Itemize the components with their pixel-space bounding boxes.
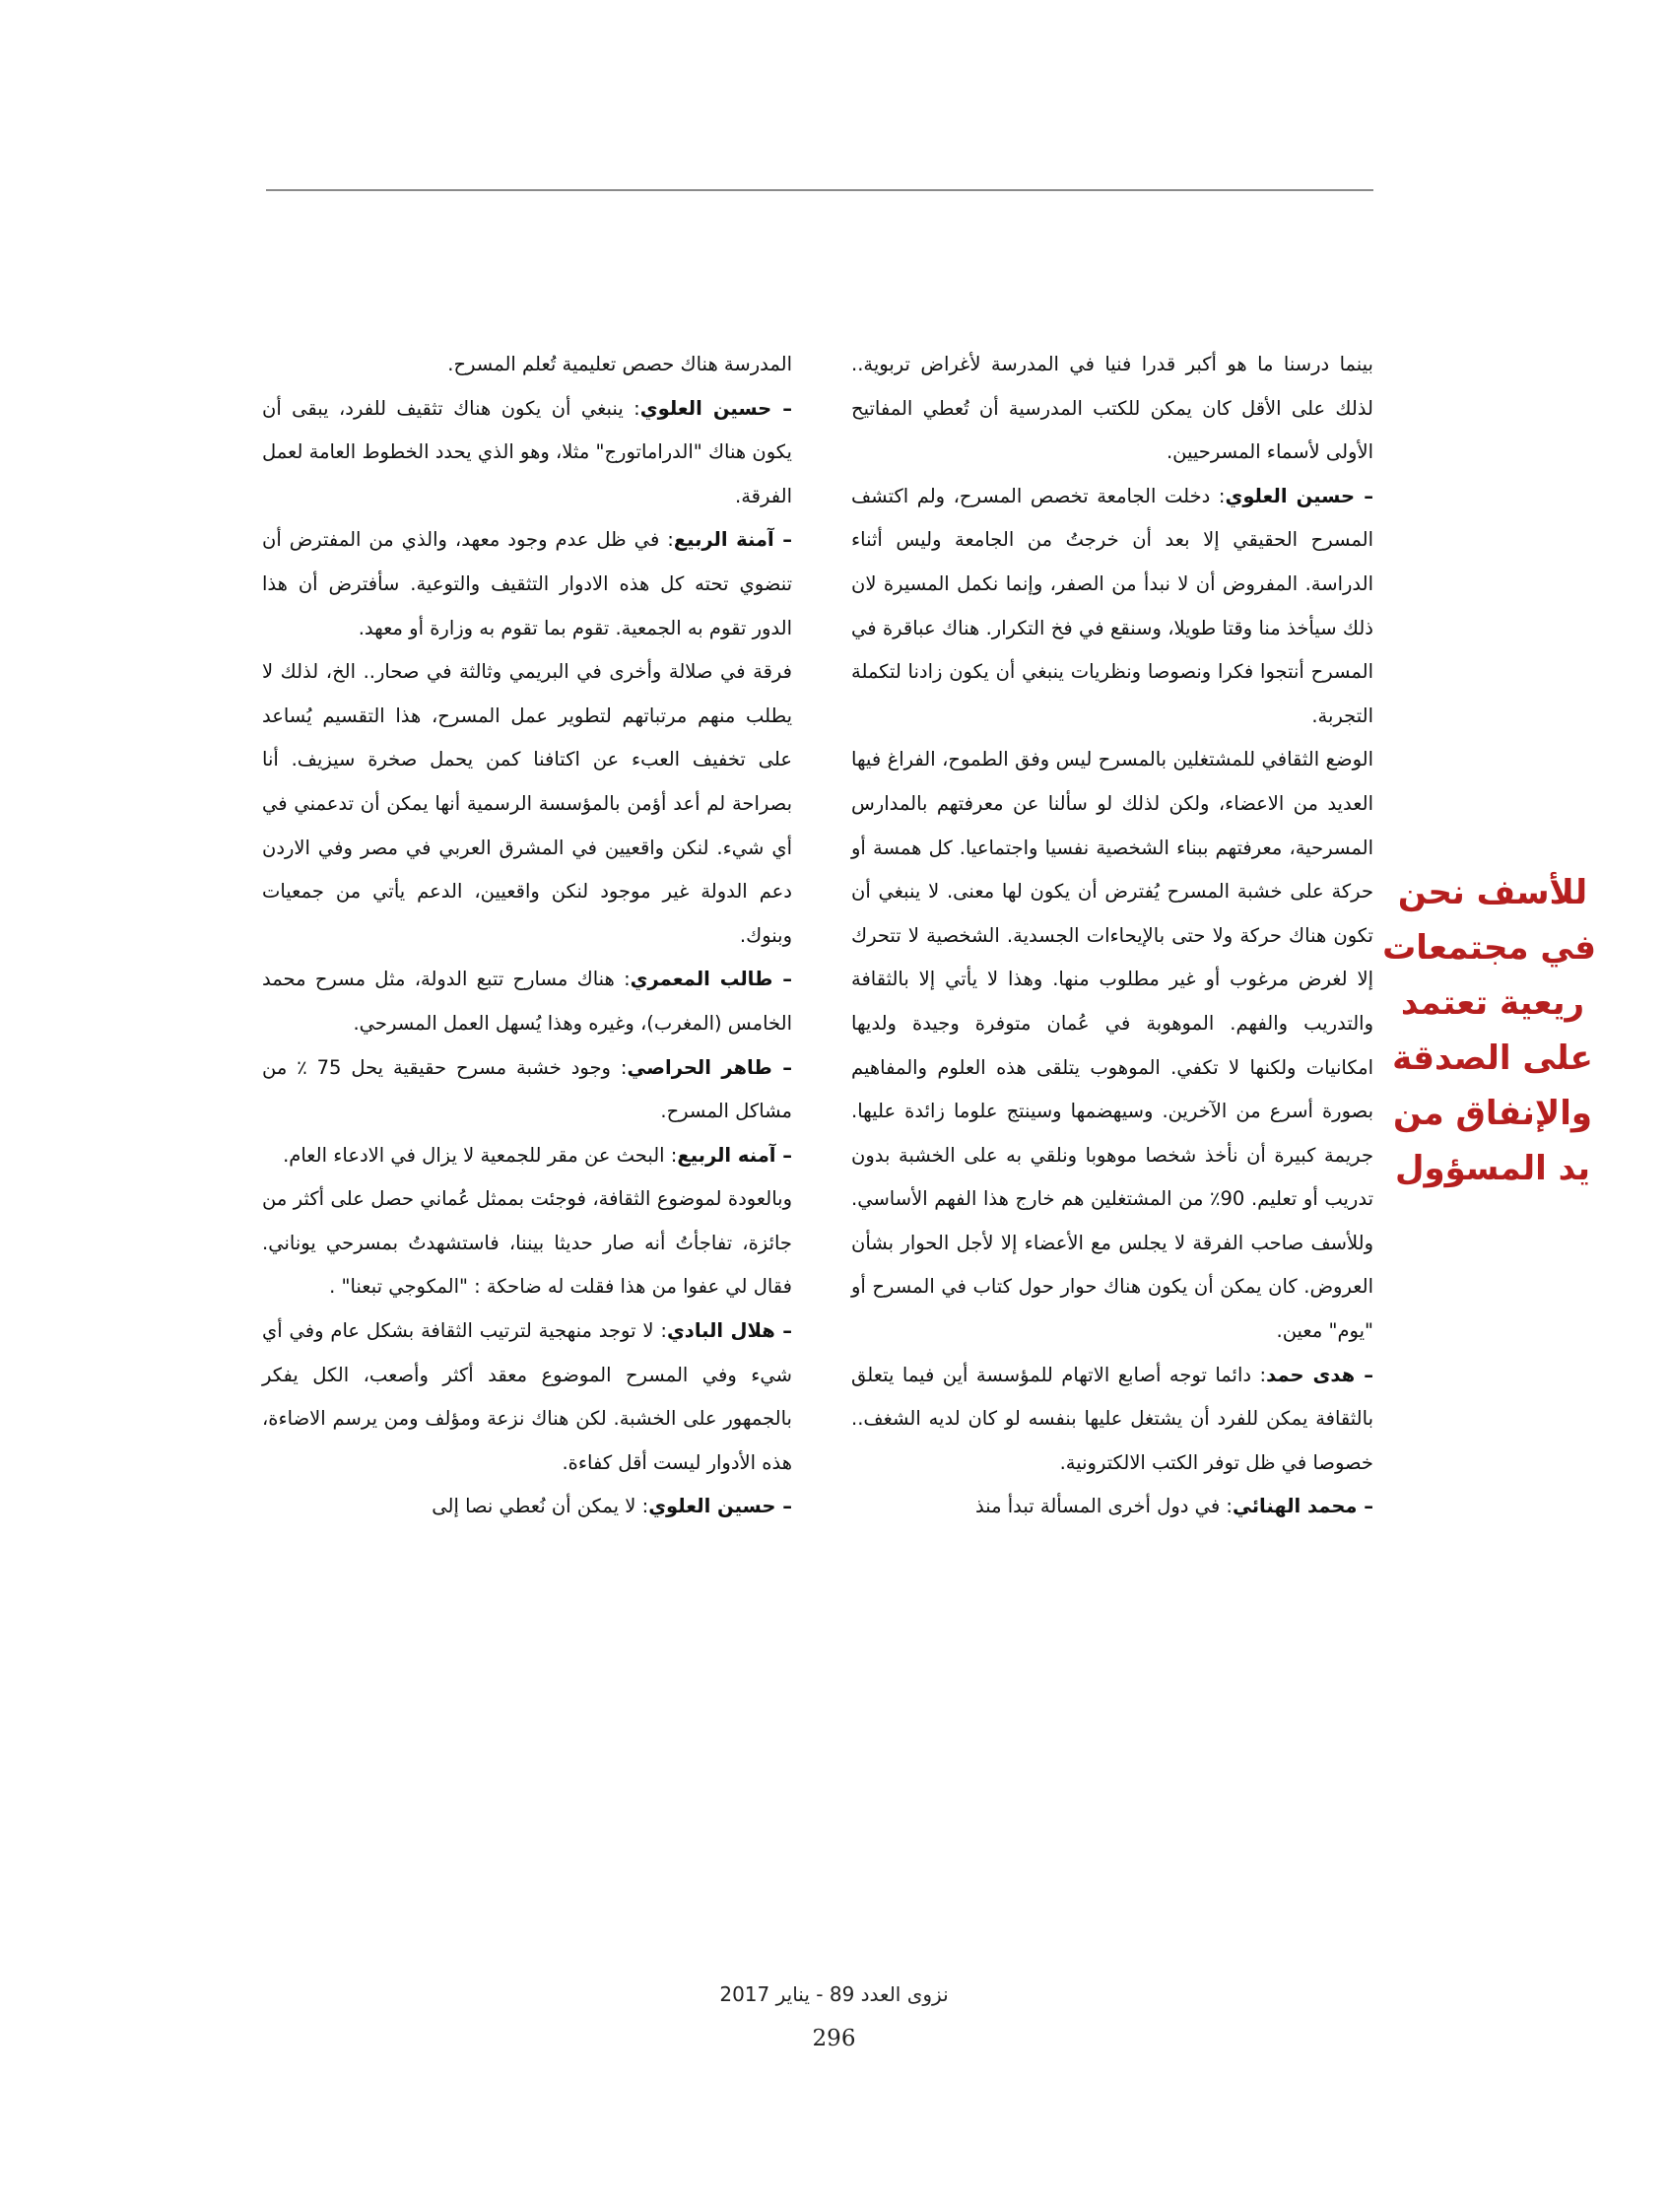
speaker-name: – طالب المعمري xyxy=(630,968,792,991)
paragraph-text: المدرسة هناك حصص تعليمية تُعلم المسرح. xyxy=(447,353,792,375)
paragraph-text: وبالعودة لموضوع الثقافة، فوجئت بممثل عُماني حصل على أكثر من جائزة، تفاجأتُ أنه صار حديثا بيننا، فاستشهدتُ بمسرحي يوناني. فقال لي عفوا من هذا فقلت له ضاحكة : "المكوجي تبعنا" . xyxy=(262,1187,792,1299)
speaker-name: – هدى حمد xyxy=(1266,1363,1373,1386)
paragraph-text: : لا توجد منهجية لترتيب الثقافة بشكل عام وفي أي شيء وفي المسرح الموضوع معقد أكثر وأصعب، الكل يفكر بالجمهور على الخشبة. لكن هناك نزعة ومؤلف ومن يرسم الاضاءة، هذه الأدوار ليست أقل كفاءة. xyxy=(262,1319,792,1474)
pull-quote-line: ريعية تعتمد xyxy=(1400,983,1585,1023)
paragraph xyxy=(262,650,792,958)
pull-quote-line: على الصدقة xyxy=(1392,1039,1593,1078)
paragraph-text: فرقة في صلالة وأخرى في البريمي وثالثة في صحار.. الخ، لذلك لا يطلب منهم مرتباتهم لتطوير عمل المسرح، هذا التقسيم يُساعد على تخفيف العبء عن اكتافنا كمن يحمل صخرة سيزيف. أنا بصراحة لم أعد أؤمن بالمؤسسة الرسمية أنها يمكن أن تدعمني في أي شيء. لنكن واقعيين في المشرق العربي في مصر وفي الاردن دعم الدولة غير موجود لنكن واقعيين، الدعم يأتي من جمعيات وبنوك. xyxy=(262,660,792,947)
paragraph xyxy=(262,1046,792,1134)
paragraph xyxy=(262,518,792,650)
pull-quote-line: والإنفاق من xyxy=(1393,1094,1592,1133)
speaker-name: – حسين العلوي xyxy=(648,1495,792,1518)
speaker-name: – حسين العلوي xyxy=(639,396,792,420)
paragraph-text: بينما درسنا ما هو أكبر قدرا فنيا في المدرسة لأغراض تربوية.. لذلك على الأقل كان يمكن للكتب المدرسية أن تُعطي المفاتيح الأولى لأسماء المسرحيين. xyxy=(851,353,1373,464)
article-column-right xyxy=(851,343,1373,1529)
paragraph xyxy=(851,738,1373,1353)
paragraph-text: : في دول أخرى المسألة تبدأ منذ xyxy=(974,1495,1233,1518)
speaker-name: – آمنه الربيع xyxy=(677,1143,792,1167)
paragraph-text: : دائما توجه أصابع الاتهام للمؤسسة أين فيما يتعلق بالثقافة يمكن للفرد أن يشتغل عليها بنفسه لو كان لديه الشغف.. خصوصا في ظل توفر الكتب الالكترونية. xyxy=(851,1363,1373,1474)
speaker-name: – هلال البادي xyxy=(666,1319,792,1343)
paragraph xyxy=(262,958,792,1045)
paragraph xyxy=(262,1485,792,1529)
paragraph-text: : لا يمكن أن نُعطي نصا إلى xyxy=(432,1495,649,1518)
speaker-name: – محمد الهنائي xyxy=(1232,1495,1373,1518)
issue-footer: نزوى العدد 89 - يناير 2017 xyxy=(719,1982,949,2006)
pull-quote-line: يد المسؤول xyxy=(1394,1149,1590,1188)
speaker-name: – آمنة الربيع xyxy=(673,528,792,552)
paragraph xyxy=(262,1177,792,1309)
paragraph-text: : في ظل عدم وجود معهد، والذي من المفترض أن تنضوي تحته كل هذه الادوار التثقيف والتوعية. سأفترض أن هذا الدور تقوم به الجمعية. تقوم بما تقوم به وزارة أو معهد. xyxy=(262,528,792,639)
pull-quote xyxy=(1382,865,1596,1196)
paragraph xyxy=(851,1485,1373,1529)
paragraph xyxy=(851,343,1373,475)
paragraph-text: : البحث عن مقر للجمعية لا يزال في الادعاء العام. xyxy=(283,1143,678,1167)
paragraph-text: : هناك مسارح تتبع الدولة، مثل مسرح محمد الخامس (المغرب)، وغيره وهذا يُسهل العمل المسرحي. xyxy=(262,968,792,1035)
pull-quote-line: للأسف نحن xyxy=(1397,873,1588,912)
paragraph xyxy=(262,1134,792,1178)
paragraph-text: الوضع الثقافي للمشتغلين بالمسرح ليس وفق الطموح، الفراغ فيها العديد من الاعضاء، ولكن لذلك لو سألنا عن معرفتهم بالمدارس المسرحية، معرفتهم ببناء الشخصية نفسيا واجتماعيا. كل همسة أو حركة على خشبة المسرح يُفترض أن يكون لها معنى. لا ينبغي أن تكون هناك حركة ولا حتى بالإيحاءات الجسدية. الشخصية لا تتحرك إلا لغرض مرغوب أو غير مطلوب منها. وهذا لا يأتي إلا بالثقافة والتدريب والفهم. الموهوبة في عُمان متوفرة وجيدة ولديها امكانيات ولكنها لا تكفي. الموهوب يتلقى هذه العلوم والمفاهيم بصورة أسرع من الآخرين. وسيهضمها وسينتج علوما زائدة عليها. جريمة كبيرة أن نأخذ شخصا موهوبا ونلقي به على الخشبة بدون تدريب أو تعليم. 90٪ من المشتغلين هم خارج هذا الفهم الأساسي. وللأسف صاحب الفرقة لا يجلس مع الأعضاء إلا لأجل الحوار بشأن العروض. كان يمكن أن يكون هناك حوار حول كتاب في المسرح أو "يوم" معين. xyxy=(851,748,1374,1343)
paragraph xyxy=(851,1354,1373,1486)
paragraph xyxy=(262,343,792,387)
paragraph xyxy=(851,475,1373,739)
paragraph-text: : دخلت الجامعة تخصص المسرح، ولم اكتشف المسرح الحقيقي إلا بعد أن خرجتُ من الجامعة وليس أثناء الدراسة. المفروض أن لا نبدأ من الصفر، وإنما نكمل المسيرة لان ذلك سيأخذ منا وقتا طويلا، وسنقع في فخ التكرار. هناك عباقرة في المسرح أنتجوا فكرا ونصوصا ونظريات ينبغي أن يكون زادنا لتكملة التجربة. xyxy=(851,484,1373,727)
speaker-name: – طاهر الحراصي xyxy=(627,1055,792,1079)
paragraph-text: : وجود خشبة مسرح حقيقية يحل 75 ٪ من مشاكل المسرح. xyxy=(262,1055,792,1123)
top-rule xyxy=(266,189,1373,191)
paragraph xyxy=(262,387,792,519)
paragraph-text: : ينبغي أن يكون هناك تثقيف للفرد، يبقى أن يكون هناك "الدراماتورج" مثلا، وهو الذي يحدد الخطوط العامة لعمل الفرقة. xyxy=(262,396,792,507)
page-number: 296 xyxy=(812,2026,856,2051)
pull-quote-line: في مجتمعات xyxy=(1382,928,1596,968)
paragraph xyxy=(262,1309,792,1485)
article-column-left xyxy=(262,343,792,1529)
speaker-name: – حسين العلوي xyxy=(1225,484,1373,507)
